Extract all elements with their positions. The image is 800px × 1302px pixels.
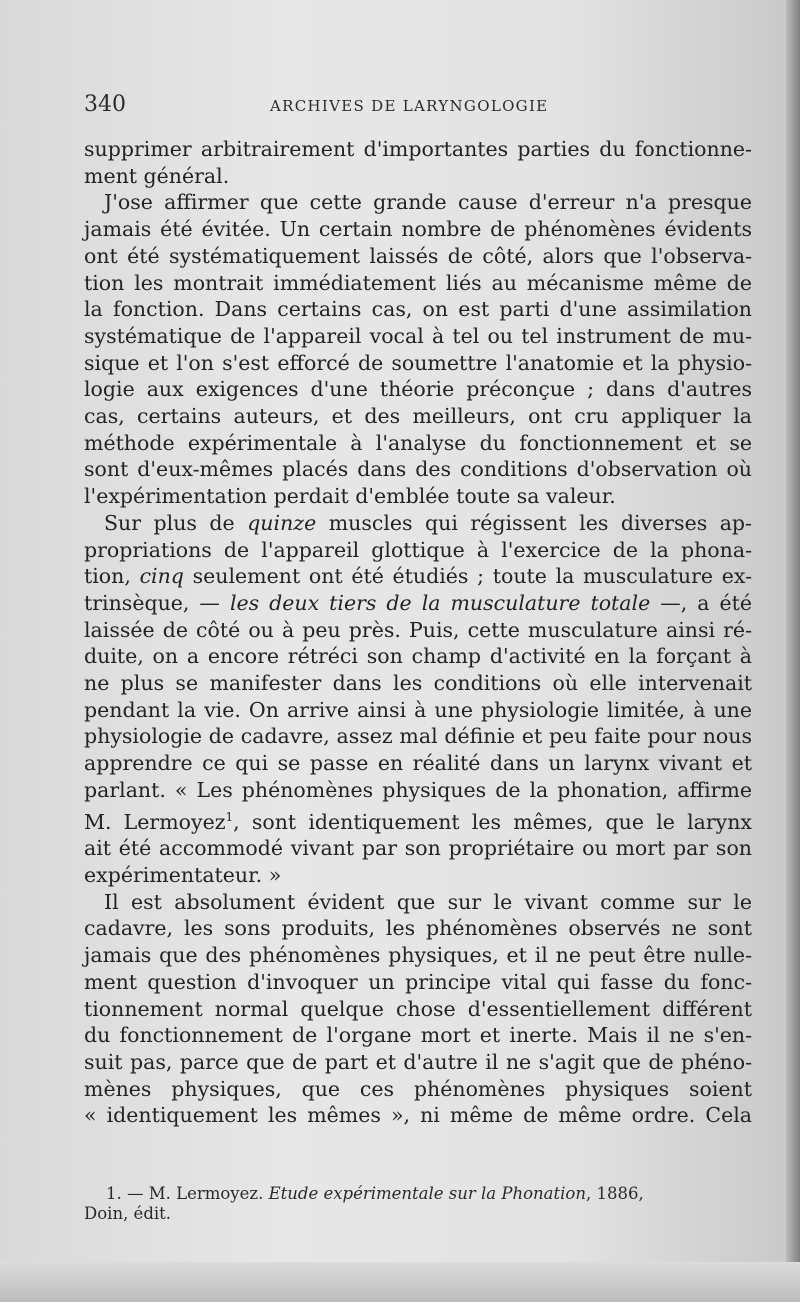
text-line: Il est absolument évident que sur le vivant comme sur le <box>104 889 752 914</box>
text-line: tion les montrait immédiatement liés au mécanisme même de <box>84 270 752 295</box>
text-line: duite, on a encore rétréci son champ d'activité en la forçant à <box>84 644 752 669</box>
text-line: cas, certains auteurs, et des meilleurs, ont cru appliquer la <box>84 404 752 429</box>
text-line: suit pas, parce que de part et d'autre il ne s'agit que de phéno- <box>84 1049 752 1074</box>
text-run: —, a été <box>650 590 752 615</box>
text-line: ont été systématiquement laissés de côté, alors que l'observa- <box>84 243 752 268</box>
text-line: sont d'eux-mêmes placés dans des conditions d'observation où <box>84 457 752 482</box>
body-text <box>84 136 752 1129</box>
text-line: la fonction. Dans certains cas, on est parti d'une assimilation <box>84 297 752 322</box>
text-line <box>84 563 752 590</box>
text-line <box>84 590 752 617</box>
text-line <box>84 510 752 537</box>
text-line: systématique de l'appareil vocal à tel ou tel instrument de mu- <box>84 323 752 348</box>
text-line: parlant. « Les phénomènes physiques de la phonation, affirme <box>84 777 752 802</box>
text-run: seulement ont été étudiés ; toute la musculature ex- <box>183 564 752 589</box>
text-line: l'expérimentation perdait d'emblée toute sa valeur. <box>84 484 616 509</box>
text-run: Sur plus de <box>104 510 248 535</box>
text-line: apprendre ce qui se passe en réalité dans un larynx vivant et <box>84 751 752 776</box>
italic-run: quinze <box>247 510 317 535</box>
page-bottom-margin <box>0 1262 800 1302</box>
text-line <box>84 804 752 836</box>
text-line: ne plus se manifester dans les conditions où elle intervenait <box>84 671 752 696</box>
italic-run: les deux tiers de la musculature totale <box>229 590 651 615</box>
text-run: muscles qui régissent les diverses ap- <box>316 510 752 535</box>
text-line: ment question d'invoquer un principe vital qui fasse du fonc- <box>84 969 752 994</box>
footnote-year: , 1886, <box>586 1184 644 1203</box>
text-run: trinsèque, — <box>84 590 230 615</box>
text-line: ait été accommodé vivant par son propriétaire ou mort par son <box>84 836 752 861</box>
italic-run: cinq <box>139 564 184 589</box>
running-title: ARCHIVES DE LARYNGOLOGIE <box>270 97 549 115</box>
text-line: du fonctionnement de l'organe mort et inerte. Mais il ne s'en- <box>84 1023 752 1048</box>
footnote-publisher: Doin, édit. <box>84 1204 172 1223</box>
text-line: pendant la vie. On arrive ainsi à une physiologie limitée, à une <box>84 697 752 722</box>
text-line: physiologie de cadavre, assez mal définie et peu faite pour nous <box>84 724 752 749</box>
text-line: tionnement normal quelque chose d'essentiellement différent <box>84 996 752 1021</box>
footnote-line <box>84 1184 752 1204</box>
page-number: 340 <box>84 92 126 117</box>
text-line: mènes physiques, que ces phénomènes physiques soient <box>84 1076 752 1101</box>
text-line: propriations de l'appareil glottique à l'exercice de la phona- <box>84 537 752 562</box>
text-line: ment général. <box>84 163 230 188</box>
text-line: expérimentateur. » <box>84 862 282 887</box>
page-edge-shadow <box>786 0 800 1302</box>
text-line: supprimer arbitrairement d'importantes parties du fonctionne- <box>84 137 752 161</box>
footnote <box>84 1184 752 1224</box>
text-line: jamais que des phénomènes physiques, et il ne peut être nulle- <box>84 943 752 968</box>
text-line: J'ose affirmer que cette grande cause d'erreur n'a presque <box>104 190 752 215</box>
text-line: méthode expérimentale à l'analyse du fonctionnement et se <box>84 430 752 455</box>
footnote-title: Etude expérimentale sur la Phonation <box>268 1184 586 1203</box>
text-line: sique et l'on s'est efforcé de soumettre l'anatomie et la physio- <box>84 350 752 375</box>
text-run: , sont identiquement les mêmes, que le larynx <box>233 809 752 834</box>
text-line: laissée de côté ou à peu près. Puis, cette musculature ainsi ré- <box>84 617 752 642</box>
text-line: jamais été évitée. Un certain nombre de phénomènes évidents <box>84 217 752 242</box>
text-line: logie aux exigences d'une théorie préconçue ; dans d'autres <box>84 377 752 402</box>
footnote-author: 1. — M. Lermoyez. <box>106 1184 269 1203</box>
text-run: M. Lermoyez <box>84 809 226 834</box>
text-run: tion, <box>84 564 140 589</box>
text-line: « identiquement les mêmes », ni même de même ordre. Cela <box>84 1103 752 1128</box>
footnote-marker: 1 <box>225 809 234 824</box>
text-line: cadavre, les sons produits, les phénomènes observés ne sont <box>84 916 752 941</box>
